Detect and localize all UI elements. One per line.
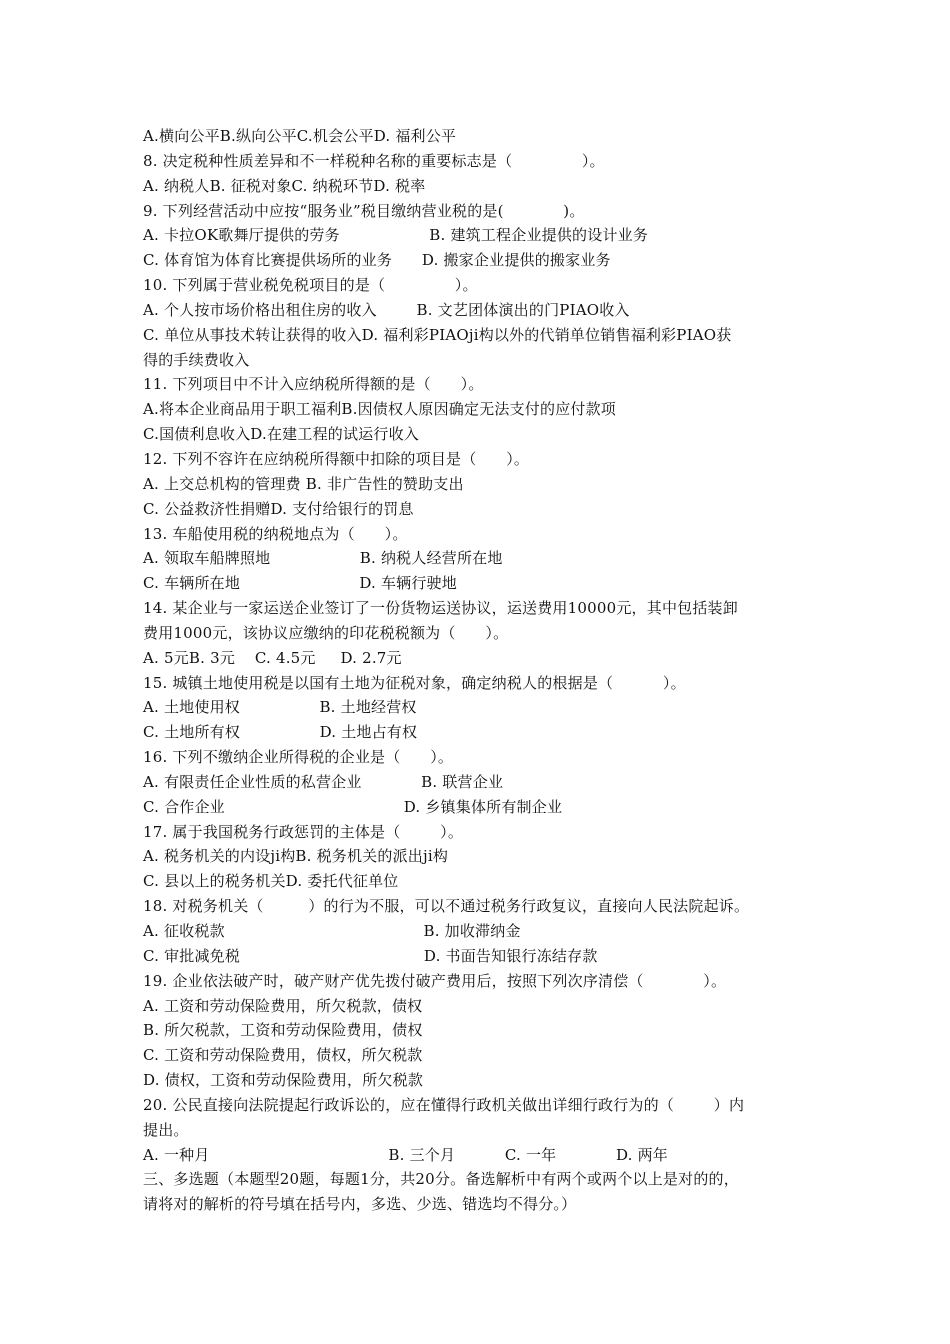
text-line: A. 有限责任企业性质的私营企业 B. 联营企业	[143, 772, 504, 791]
text-line: A. 税务机关的内设ji构B. 税务机关的派出ji构	[143, 847, 449, 866]
text-line: 11. 下列项目中不计入应纳税所得额的是（ ）。	[143, 375, 484, 394]
text-line: B. 所欠税款，工资和劳动保险费用，债权	[143, 1021, 423, 1040]
document-body	[143, 124, 823, 1217]
text-line: 12. 下列不容许在应纳税所得额中扣除的项目是（ ）。	[143, 449, 530, 468]
text-line: C. 公益救济性捐赠D. 支付给银行的罚息	[143, 499, 414, 518]
text-line: 17. 属于我国税务行政惩罚的主体是（ ）。	[143, 822, 464, 841]
text-line: 19. 企业依法破产时，破产财产优先拨付破产费用后，按照下列次序清偿（ ）。	[143, 971, 727, 990]
text-line: 15. 城镇土地使用税是以国有土地为征税对象，确定纳税人的根据是（ ）。	[143, 673, 686, 692]
text-line: C. 工资和劳动保险费用，债权，所欠税款	[143, 1046, 423, 1065]
text-line: 请将对的解析的符号填在括号内，多选、少选、错选均不得分。）	[143, 1195, 577, 1214]
text-line: A. 一种月 B. 三个月 C. 一年 D. 两年	[143, 1145, 668, 1164]
text-line: 三、多选题（本题型20题，每题1分，共20分。备选解析中有两个或两个以上是对的的，	[143, 1170, 739, 1189]
text-line: 20. 公民直接向法院提起行政诉讼的，应在懂得行政机关做出详细行政行为的（ ）内	[143, 1095, 745, 1114]
text-line: C. 车辆所在地 D. 车辆行驶地	[143, 574, 457, 593]
text-line: 14. 某企业与一家运送企业签订了一份货物运送协议，运送费用10000元，其中包括装卸	[143, 599, 738, 618]
text-line: C. 审批减免税 D. 书面告知银行冻结存款	[143, 946, 598, 965]
text-line: 提出。	[143, 1120, 189, 1139]
text-line: 9. 下列经营活动中应按“服务业”税目缴纳营业税的是( )。	[143, 201, 585, 220]
text-line: A. 5元B. 3元 C. 4.5元 D. 2.7元	[143, 648, 402, 667]
text-line: C.国债利息收入D.在建工程的试运行收入	[143, 425, 419, 444]
text-line: A. 个人按市场价格出租住房的收入 B. 文艺团体演出的门PIAO收入	[143, 300, 630, 319]
text-line: C. 土地所有权 D. 土地占有权	[143, 723, 418, 742]
text-line: C. 县以上的税务机关D. 委托代征单位	[143, 872, 399, 891]
text-line: C. 体育馆为体育比赛提供场所的业务 D. 搬家企业提供的搬家业务	[143, 251, 611, 270]
text-line: A. 领取车船牌照地 B. 纳税人经营所在地	[143, 549, 503, 568]
text-line: A. 土地使用权 B. 土地经营权	[143, 698, 417, 717]
text-line: 得的手续费收入	[143, 350, 250, 369]
text-line: A.将本企业商品用于职工福利B.因债权人原因确定无法支付的应付款项	[143, 400, 616, 419]
text-line: A. 纳税人B. 征税对象C. 纳税环节D. 税率	[143, 176, 426, 195]
text-line: 18. 对税务机关（ ）的行为不服，可以不通过税务行政复议，直接向人民法院起诉。	[143, 897, 750, 916]
text-line: C. 合作企业 D. 乡镇集体所有制企业	[143, 797, 563, 816]
text-line: C. 单位从事技术转让获得的收入D. 福利彩PIAOji构以外的代销单位销售福利彩PIAO获	[143, 325, 732, 344]
text-line: 10. 下列属于营业税免税项目的是（ ）。	[143, 276, 478, 295]
text-line: A. 卡拉OK歌舞厅提供的劳务 B. 建筑工程企业提供的设计业务	[143, 226, 649, 245]
text-line: 16. 下列不缴纳企业所得税的企业是（ ）。	[143, 748, 454, 767]
text-line: 8. 决定税种性质差异和不一样税种名称的重要标志是（ ）。	[143, 151, 605, 170]
text-line: D. 债权，工资和劳动保险费用，所欠税款	[143, 1071, 424, 1090]
text-line: A. 上交总机构的管理费 B. 非广告性的赞助支出	[143, 474, 464, 493]
text-line: A. 工资和劳动保险费用，所欠税款，债权	[143, 996, 423, 1015]
text-line: 13. 车船使用税的纳税地点为（ ）。	[143, 524, 408, 543]
text-line: A. 征收税款 B. 加收滞纳金	[143, 922, 521, 940]
text-line: A.横向公平B.纵向公平C.机会公平D. 福利公平	[143, 127, 457, 145]
text-line: 费用1000元，该协议应缴纳的印花税税额为（ ）。	[143, 623, 509, 642]
